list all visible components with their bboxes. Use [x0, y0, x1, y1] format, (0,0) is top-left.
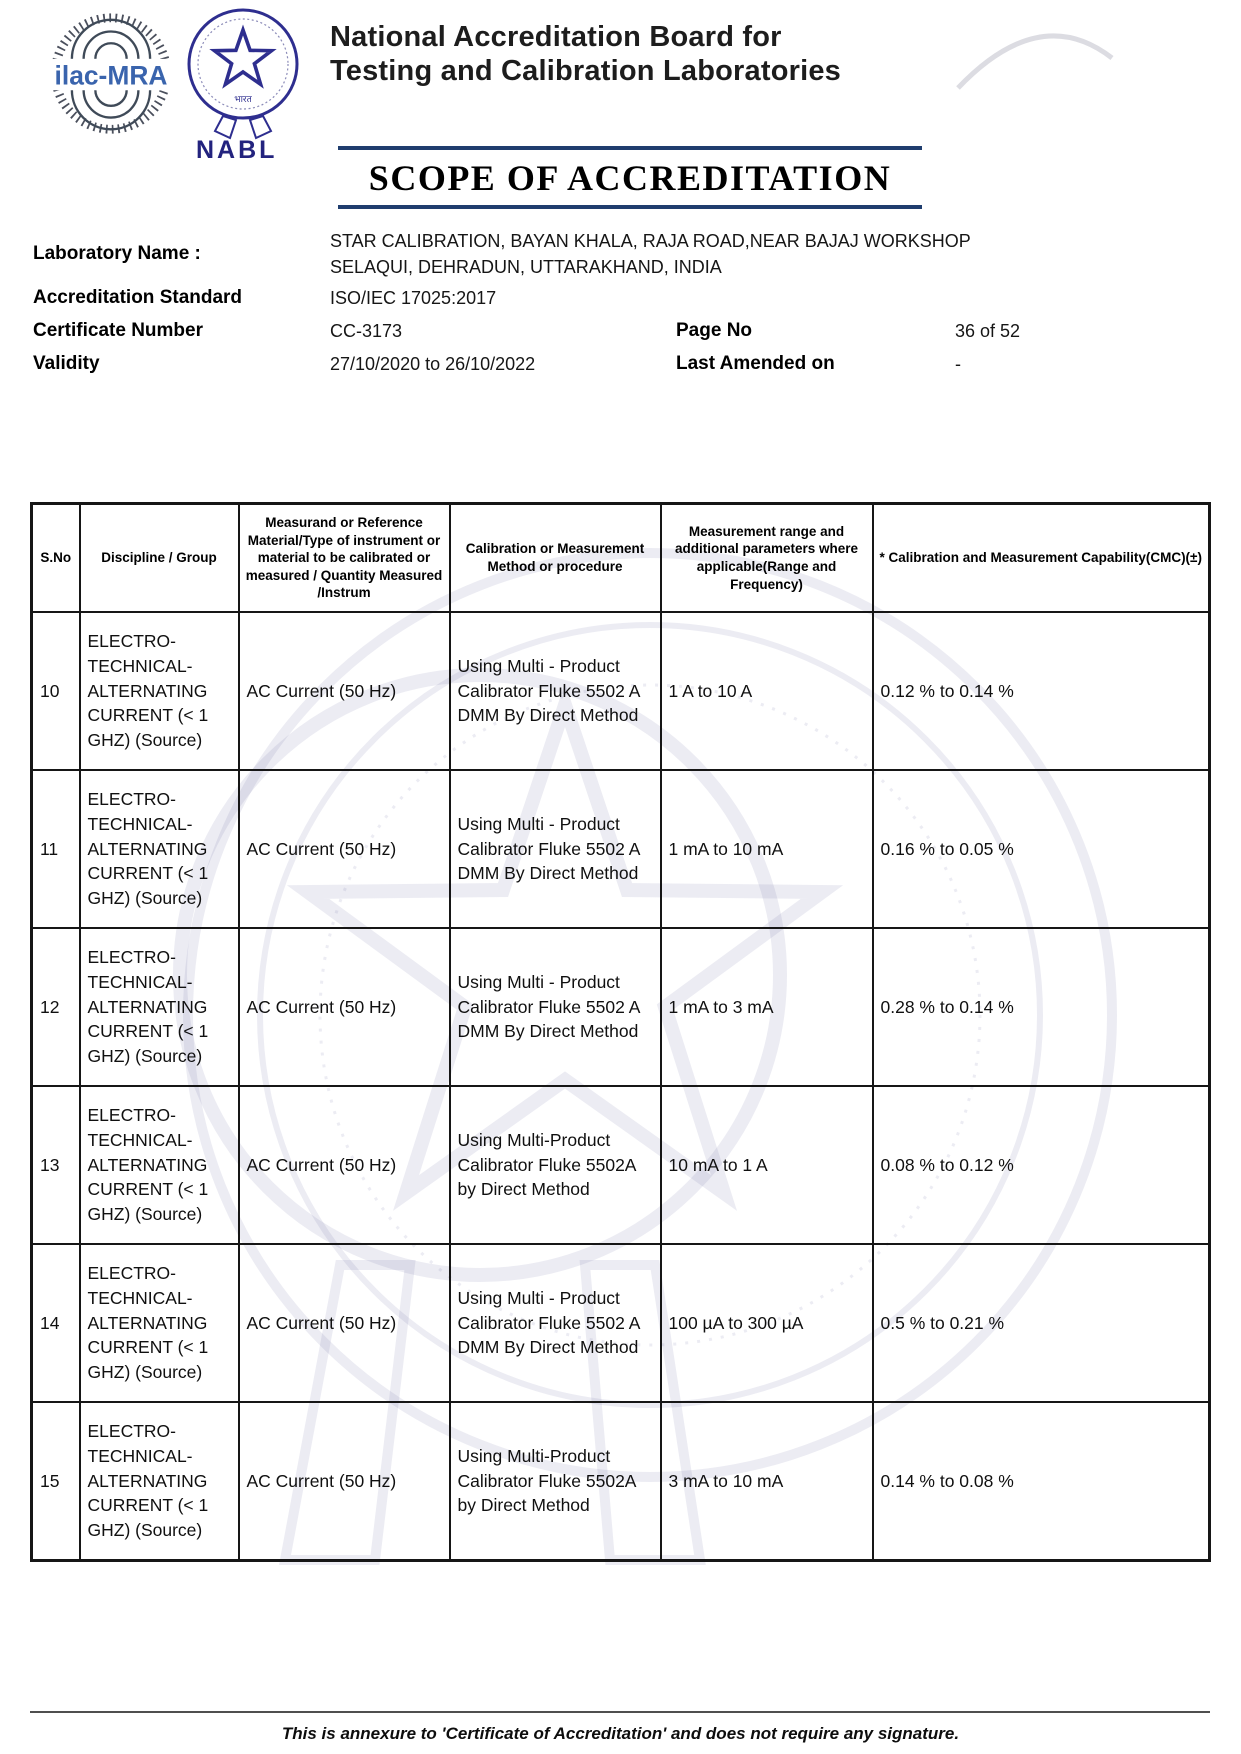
org-title-line2: Testing and Calibration Laboratories — [330, 55, 842, 87]
cell-method: Using Multi - Product Calibrator Fluke 5502 A DMM By Direct Method — [450, 928, 661, 1086]
cell-discipline: ELECTRO-TECHNICAL-ALTERNATING CURRENT (< 1 GHZ) (Source) — [80, 1086, 239, 1244]
footer-divider — [30, 1711, 1210, 1713]
last-amended-value: - — [955, 354, 961, 374]
accreditation-standard-value: ISO/IEC 17025:2017 — [330, 288, 497, 308]
cell-measurand: AC Current (50 Hz) — [239, 770, 450, 928]
cell-discipline: ELECTRO-TECHNICAL-ALTERNATING CURRENT (< 1 GHZ) (Source) — [80, 612, 239, 770]
column-header: Discipline / Group — [80, 504, 239, 613]
cell-measurand: AC Current (50 Hz) — [239, 1244, 450, 1402]
ilac-logo-text: ilac-MRA — [54, 60, 168, 91]
column-header: * Calibration and Measurement Capability(CMC)(±) — [873, 504, 1210, 613]
accreditation-standard-label: Accreditation Standard — [33, 287, 243, 308]
table-row — [32, 1086, 1210, 1244]
table-row — [32, 1244, 1210, 1402]
cell-cmc: 0.08 % to 0.12 % — [873, 1086, 1210, 1244]
ilac-mra-logo — [36, 10, 186, 142]
cell-measurand: AC Current (50 Hz) — [239, 1086, 450, 1244]
cell-sno: 14 — [32, 1244, 80, 1402]
nabl-logo-wordmark: NABL — [196, 136, 278, 164]
cell-measurand: AC Current (50 Hz) — [239, 612, 450, 770]
page-no-value: 36 of 52 — [955, 321, 1021, 341]
page-no-label: Page No — [676, 320, 753, 341]
last-amended-label: Last Amended on — [676, 353, 835, 374]
cell-sno: 13 — [32, 1086, 80, 1244]
table-row — [32, 928, 1210, 1086]
cell-method: Using Multi - Product Calibrator Fluke 5502 A DMM By Direct Method — [450, 770, 661, 928]
cell-cmc: 0.28 % to 0.14 % — [873, 928, 1210, 1086]
cell-range: 3 mA to 10 mA — [661, 1402, 873, 1561]
cell-range: 1 mA to 3 mA — [661, 928, 873, 1086]
cell-sno: 15 — [32, 1402, 80, 1561]
cell-discipline: ELECTRO-TECHNICAL-ALTERNATING CURRENT (< 1 GHZ) (Source) — [80, 1402, 239, 1561]
column-header: S.No — [32, 504, 80, 613]
table-row — [32, 612, 1210, 770]
table-row — [32, 1402, 1210, 1561]
laboratory-name-label: Laboratory Name : — [33, 243, 201, 264]
cell-cmc: 0.16 % to 0.05 % — [873, 770, 1210, 928]
scope-of-accreditation-banner — [338, 146, 922, 209]
scope-bottom-rule — [338, 205, 922, 209]
laboratory-name-line1: STAR CALIBRATION, BAYAN KHALA, RAJA ROAD,NEAR BAJAJ WORKSHOP — [330, 231, 971, 251]
column-header: Calibration or Measurement Method or procedure — [450, 504, 661, 613]
column-header: Measurand or Reference Material/Type of instrument or material to be calibrated or measured / Quantity Measured /Instrum — [239, 504, 450, 613]
cell-range: 1 A to 10 A — [661, 612, 873, 770]
cell-cmc: 0.5 % to 0.21 % — [873, 1244, 1210, 1402]
table-header-row — [32, 504, 1210, 613]
validity-label: Validity — [33, 353, 100, 374]
cell-method: Using Multi - Product Calibrator Fluke 5502 A DMM By Direct Method — [450, 1244, 661, 1402]
cell-measurand: AC Current (50 Hz) — [239, 1402, 450, 1561]
nabl-logo — [183, 4, 303, 140]
cell-measurand: AC Current (50 Hz) — [239, 928, 450, 1086]
cell-range: 1 mA to 10 mA — [661, 770, 873, 928]
cell-cmc: 0.14 % to 0.08 % — [873, 1402, 1210, 1561]
cell-method: Using Multi-Product Calibrator Fluke 5502A by Direct Method — [450, 1086, 661, 1244]
org-title — [330, 20, 841, 88]
column-header: Measurement range and additional parameters where applicable(Range and Frequency) — [661, 504, 873, 613]
cell-discipline: ELECTRO-TECHNICAL-ALTERNATING CURRENT (< 1 GHZ) (Source) — [80, 928, 239, 1086]
table-row — [32, 770, 1210, 928]
laboratory-name-line2: SELAQUI, DEHRADUN, UTTARAKHAND, INDIA — [330, 257, 722, 277]
cell-sno: 10 — [32, 612, 80, 770]
footer-note: This is annexure to 'Certificate of Accreditation' and does not require any signature. — [281, 1724, 960, 1743]
scope-title: SCOPE OF ACCREDITATION — [368, 158, 892, 198]
nabl-logo-country-text: भारत — [234, 95, 252, 105]
certificate-number-value: CC-3173 — [330, 321, 403, 341]
corner-decoration — [950, 0, 1120, 95]
validity-value: 27/10/2020 to 26/10/2022 — [330, 354, 536, 374]
cell-discipline: ELECTRO-TECHNICAL-ALTERNATING CURRENT (< 1 GHZ) (Source) — [80, 1244, 239, 1402]
certificate-number-label: Certificate Number — [33, 320, 203, 341]
scope-table — [30, 502, 1211, 1562]
cell-method: Using Multi-Product Calibrator Fluke 5502A by Direct Method — [450, 1402, 661, 1561]
cell-cmc: 0.12 % to 0.14 % — [873, 612, 1210, 770]
cell-range: 10 mA to 1 A — [661, 1086, 873, 1244]
org-title-line1: National Accreditation Board for — [330, 21, 782, 53]
cell-sno: 12 — [32, 928, 80, 1086]
cell-method: Using Multi - Product Calibrator Fluke 5502 A DMM By Direct Method — [450, 612, 661, 770]
cell-range: 100 µA to 300 µA — [661, 1244, 873, 1402]
cell-sno: 11 — [32, 770, 80, 928]
cell-discipline: ELECTRO-TECHNICAL-ALTERNATING CURRENT (< 1 GHZ) (Source) — [80, 770, 239, 928]
